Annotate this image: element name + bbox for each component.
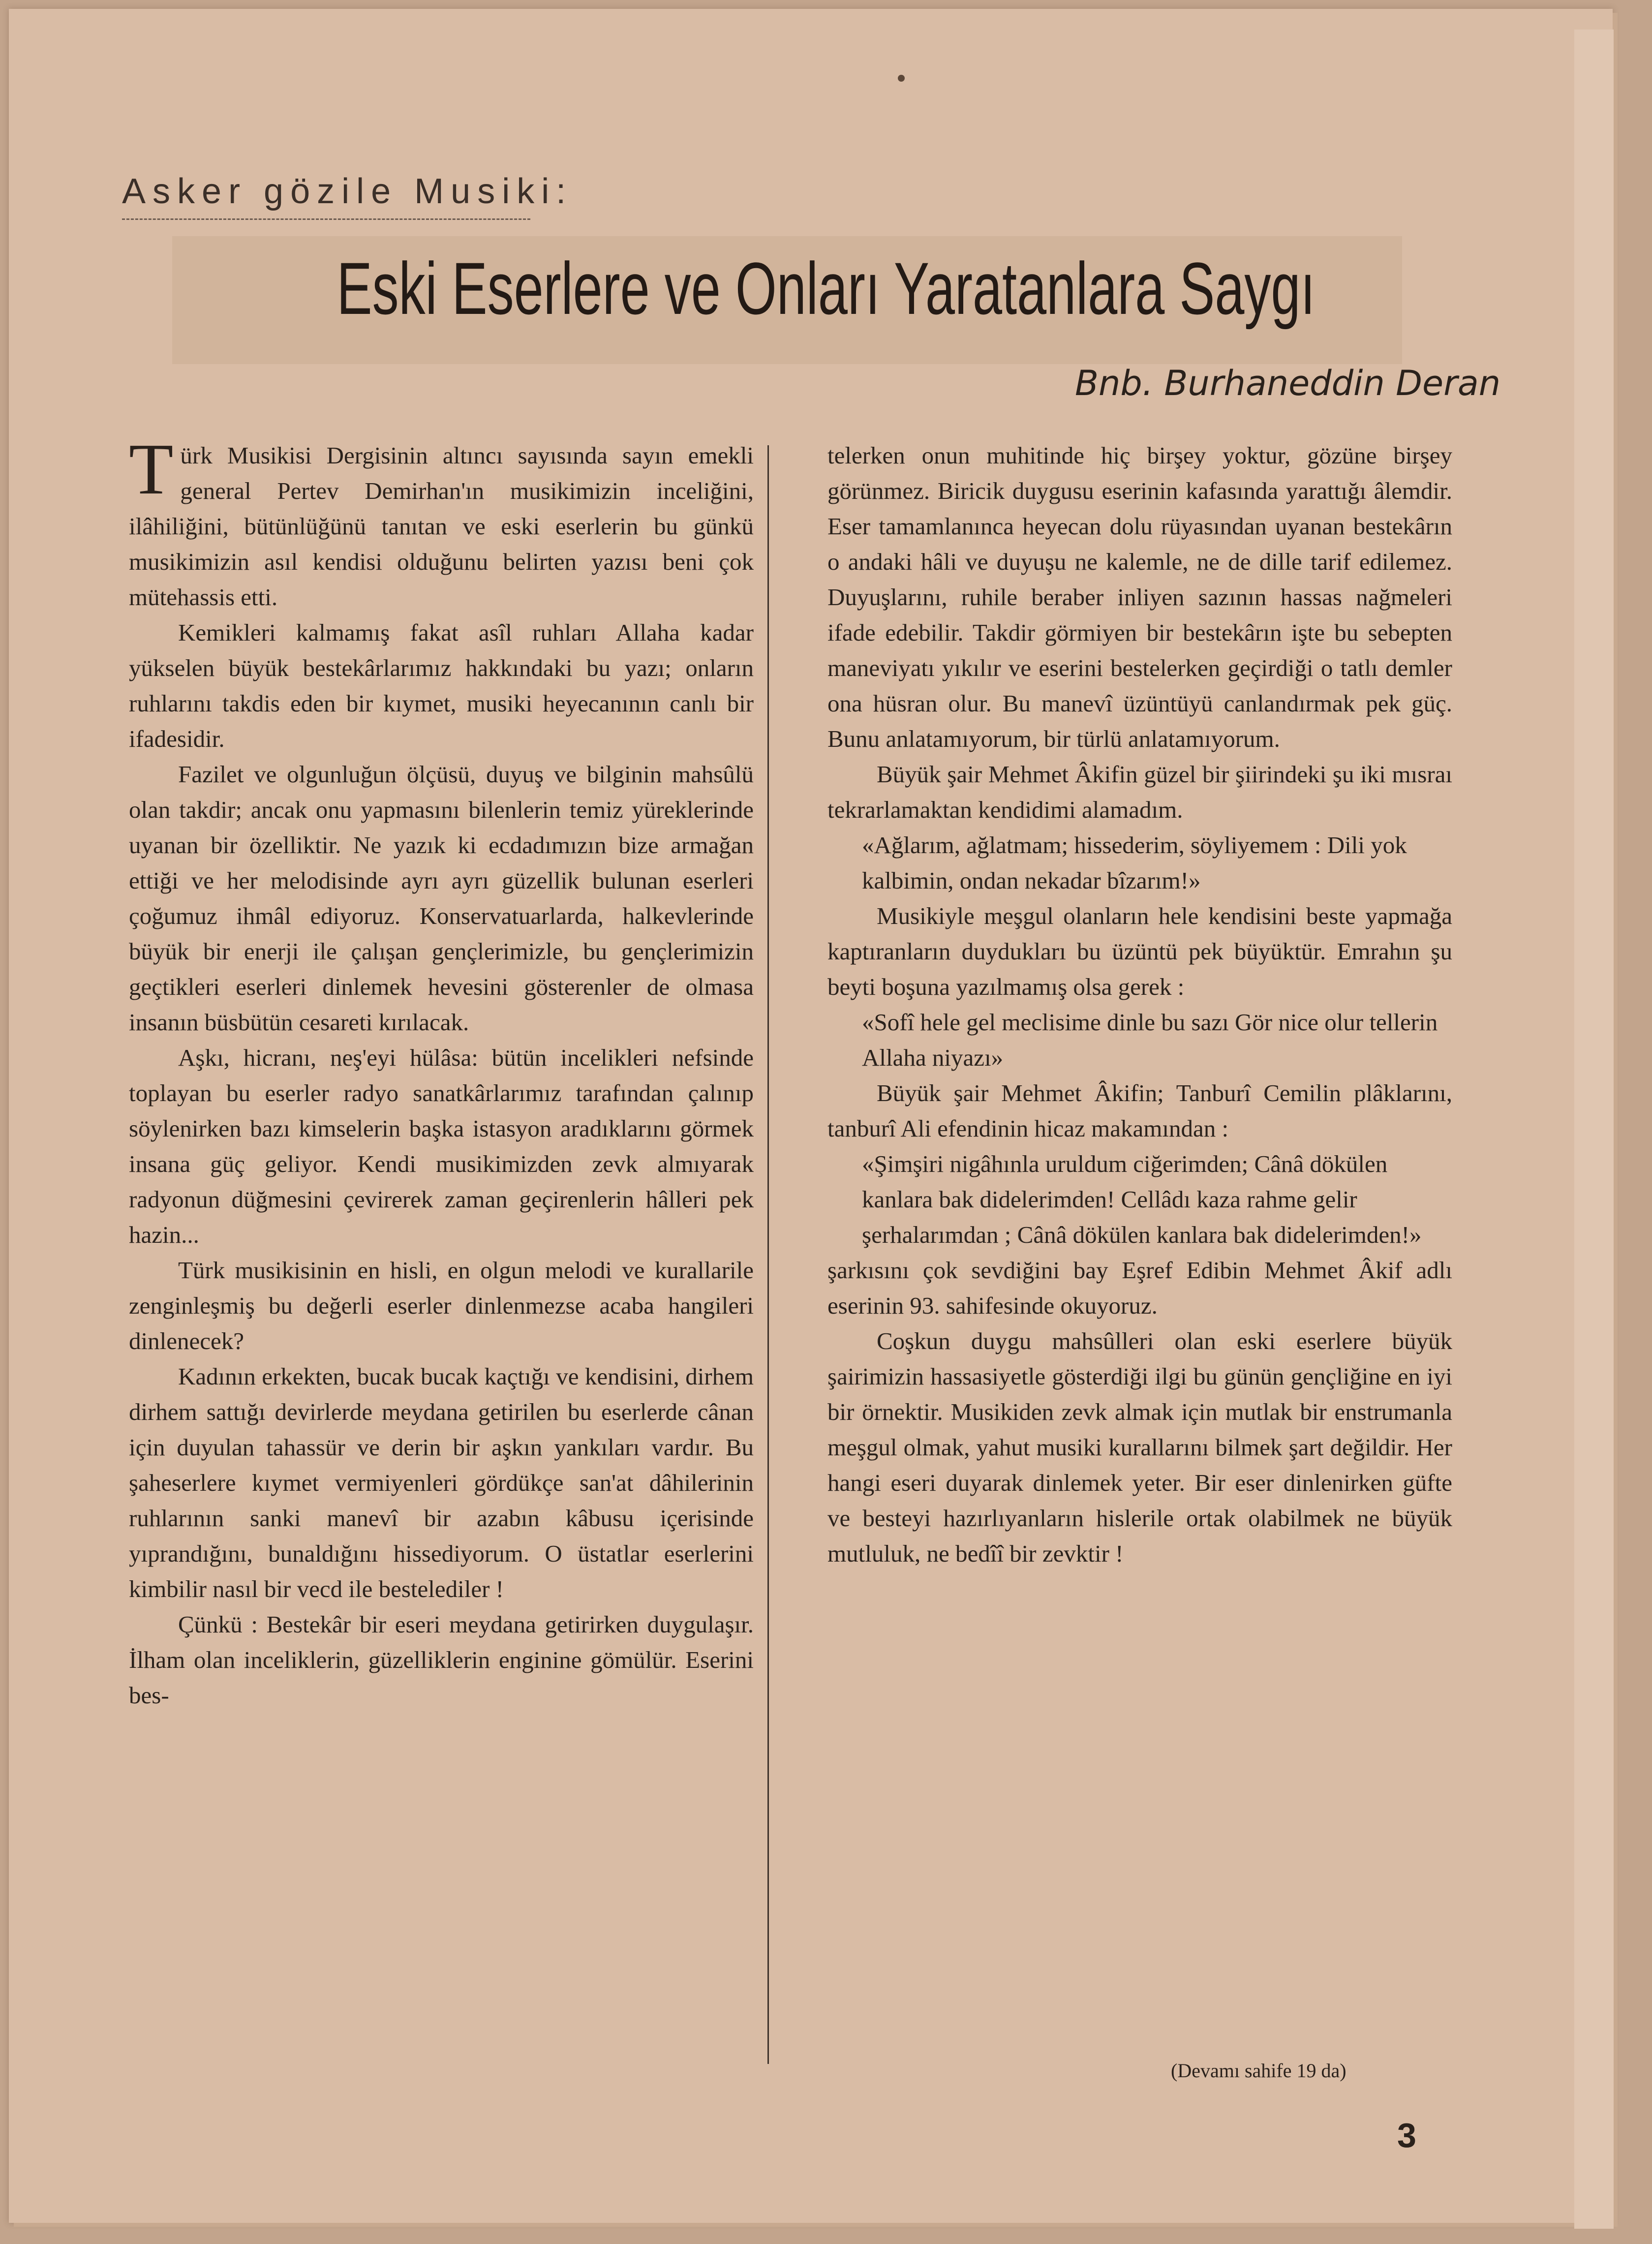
section-kicker: Asker gözile Musiki: <box>122 172 573 211</box>
article-title: Eski Eserlere ve Onları Yaratanlara Saygı <box>337 247 1315 330</box>
paragraph-5: Türk musikisinin en hisli, en olgun melodi ve kurallarile zenginleşmiş bu değerli eserler dinlenmezse acaba hangileri dinlenecek? <box>129 1257 754 1354</box>
paragraph-4: Aşkı, hicranı, neş'eyi hülâsa: bütün incelikleri nefsinde toplayan bu eserler radyo sanatkârlarımız tarafından çalınıp söylenirken bazı kimselerin başka istasyon aradıklarını görmek insana güç geliyor. Kendi musikimizden zevk almıyarak radyonun düğmesini çevirerek zaman geçirenlerin hâlleri pek hazin... <box>129 1044 754 1248</box>
paragraph-6: Kadının erkekten, bucak bucak kaçtığı ve kendisini, dirhem dirhem sattığı devirlerde meydana getirilen bu eserlerde cânan için duyulan tahassür ve derin bir aşkın yankıları vardır. Bu şaheserlere kıymet vermiyenleri gördükçe san'at dâhilerinin ruhlarının sanki manevî bir azabın kâbusu içerisinde yıprandığını, bunaldığını hissediyorum. O üstatlar eserlerini kimbilir nasıl bir vecd ile bestelediler ! <box>129 1363 754 1602</box>
paragraph-7: Çünkü : Bestekâr bir eseri meydana getirirken duygulaşır. İlham olan inceliklerin, güzelliklerin enginine gömülür. Eserini bes- <box>129 1611 754 1709</box>
paragraph-8: telerken onun muhitinde hiç birşey yoktur, gözüne birşey görünmez. Biricik duygusu eserinin kafasında yarattığı âlemdir. Eser tamamlanınca heyecan dolu rüyasından uyanan bestekârın o andaki hâli ve duyuşu ne kalemle, ne de dille tarif edilemez. Duyuşlarını, ruhile beraber inliyen sazının hassas nağmeleri ifade edebilir. Takdir görmiyen bir bestekârın işte bu sebepten maneviyatı yıkılır ve eserini bestelerken geçirdiği o tatlı demler ona hüsran olur. Bu manevî üzüntüyü canlandırmak pek güç. Bunu anlatamıyorum, bir türlü anlatamıyorum. <box>827 442 1452 752</box>
quote-emrah: «Sofî hele gel meclisime dinle bu sazı Gör nice olur tellerin Allaha niyazı» <box>862 1009 1438 1071</box>
kicker-underline <box>122 218 530 220</box>
paragraph-12: şarkısını çok sevdiğini bay Eşref Edibin Mehmet Âkif adlı eserinin 93. sahifesinde okuyoruz. <box>827 1257 1452 1319</box>
right-column <box>827 438 1452 1571</box>
page-number: 3 <box>1397 2116 1416 2154</box>
continuation-note: (Devamı sahife 19 da) <box>1171 2060 1346 2082</box>
paragraph-11: Büyük şair Mehmet Âkifin; Tanburî Cemilin plâklarını, tanburî Ali efendinin hicaz makamından : <box>827 1079 1452 1142</box>
paragraph-3: Fazilet ve olgunluğun ölçüsü, duyuş ve bilginin mahsûlü olan takdir; ancak onu yapmasını bilenlerin temiz yüreklerinde uyanan bir özelliktir. Ne yazık ki ecdadımızın bize armağan ettiği ve her melodisinde ayrı ayrı güzellik bulunan eserleri çoğumuz ihmâl ediyoruz. Konservatuarlarda, halkevlerinde büyük bir enerji ile çalışan gençlerimizle, bu gençlerimizin geçtikleri eserleri dinlemek hevesini gösterenler de olmasa insanın büsbütün cesareti kırılacak. <box>129 761 754 1036</box>
binding-hole <box>898 75 905 82</box>
drop-cap: T <box>129 429 174 510</box>
paragraph-2: Kemikleri kalmamış fakat asîl ruhları Allaha kadar yükselen büyük bestekârlarımız hakkındaki bu yazı; onların ruhlarını takdis eden bir kıymet, musiki heyecanının canlı bir ifadesidir. <box>129 619 754 752</box>
left-column <box>129 429 754 1713</box>
author-byline: Bnb. Burhaneddin Deran <box>1075 363 1501 403</box>
paragraph-10: Musikiyle meşgul olanların hele kendisini beste yapmağa kaptıranların duydukları bu üzüntü pek büyüktür. Emrahın şu beyti boşuna yazılmamış olsa gerek : <box>827 902 1452 1000</box>
quote-song: «Şimşiri nigâhınla uruldum ciğerimden; Cânâ dökülen kanlara bak didelerimden! Cellâdı kaza rahme gelir şerhalarımdan ; Cânâ dökülen kanlara bak didelerimden!» <box>862 1150 1422 1248</box>
quote-akif-1: «Ağlarım, ağlatmam; hissederim, söyliyemem : Dili yok kalbimin, ondan nekadar bîzarım!» <box>862 831 1407 894</box>
paragraph-1: Türk Musikisi Dergisinin altıncı sayısında sayın emekli general Pertev Demirhan'ın musikimizin inceliğini, ilâhiliğini, bütünlüğünü tanıtan ve eski eserlerin bu günkü musikimizin asıl kendisi olduğunu belirten yazısı beni çok mütehassis etti. <box>129 429 754 611</box>
page-edge <box>1574 30 1614 2229</box>
paragraph-13: Coşkun duygu mahsûlleri olan eski eserlere büyük şairimizin hassasiyetle gösterdiği ilgi bu günün gençliğine en iyi bir örnektir. Musikiden zevk almak için mutlak bir enstrumanla meşgul olmak, yahut musiki kurallarını bilmek şart değildir. Her hangi eseri duyarak dinlemek yeter. Bir eser dinlenirken güfte ve besteyi hazırlıyanların hislerile ortak olabilmek ne büyük mutluluk, ne bedîî bir zevktir ! <box>827 1327 1452 1567</box>
paragraph-9: Büyük şair Mehmet Âkifin güzel bir şiirindeki şu iki mısraı tekrarlamaktan kendidimi alamadım. <box>827 761 1452 823</box>
column-divider <box>767 445 769 2064</box>
